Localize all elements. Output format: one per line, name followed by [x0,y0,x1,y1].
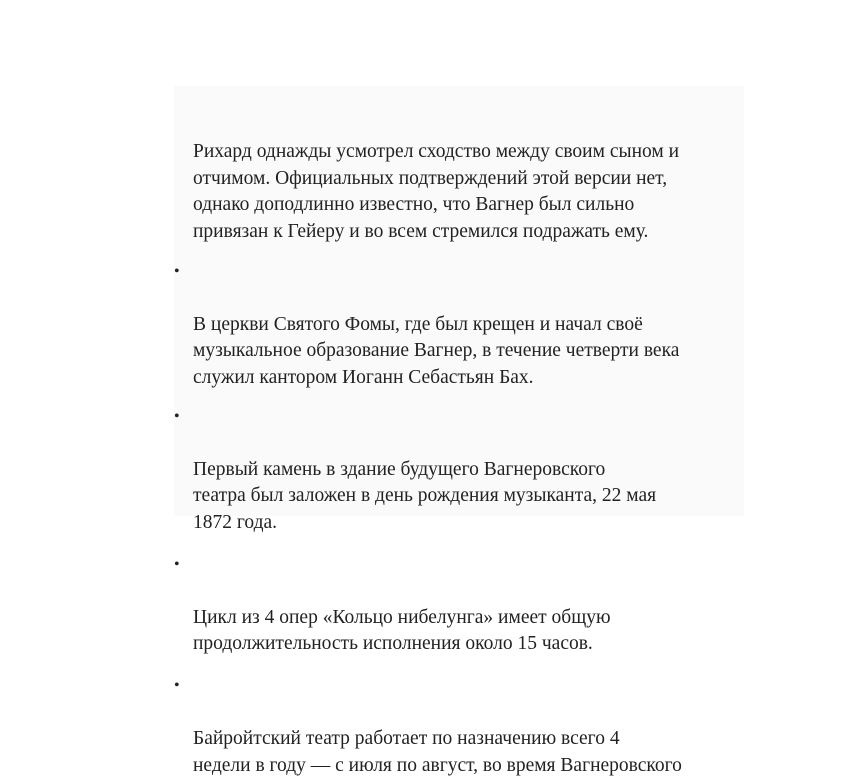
paragraph-first-stone [174,404,744,537]
bullet-marker: • [174,407,180,425]
paragraph-st-thomas-church [174,259,744,392]
paragraph-stepfather [174,86,744,246]
bullet-marker: • [174,262,180,280]
paragraph-text: Цикл из 4 опер «Кольцо нибелунга» имеет общую продолжительность исполнения около 15 часов. [193,606,611,655]
paragraph-text: Рихард однажды усмотрел сходство между своим сыном и отчимом. Официальных подтверждений этой версии нет, однако доподлинно известно, что Вагнер был сильно привязан к Гейеру и во всем стремился подражать ему. [193,141,680,242]
paragraph-text: Первый камень в здание будущего Вагнеровского театра был заложен в день рождения музыканта, 22 мая 1872 года. [193,458,657,533]
paragraph-ring-cycle [174,552,744,658]
text-panel [174,86,744,776]
paragraph-text: В церкви Святого Фомы, где был крещен и начал своё музыкальное образование Вагнер, в течение четверти века служил кантором Иоганн Себастьян Бах. [193,313,680,388]
paragraph-bayreuth-theatre [174,673,744,779]
bullet-marker: • [174,555,180,573]
paragraph-text: Байройтский театр работает по назначению всего 4 недели в году — с июля по август, во время Вагнеровского [193,728,682,776]
bullet-marker: • [174,676,180,694]
